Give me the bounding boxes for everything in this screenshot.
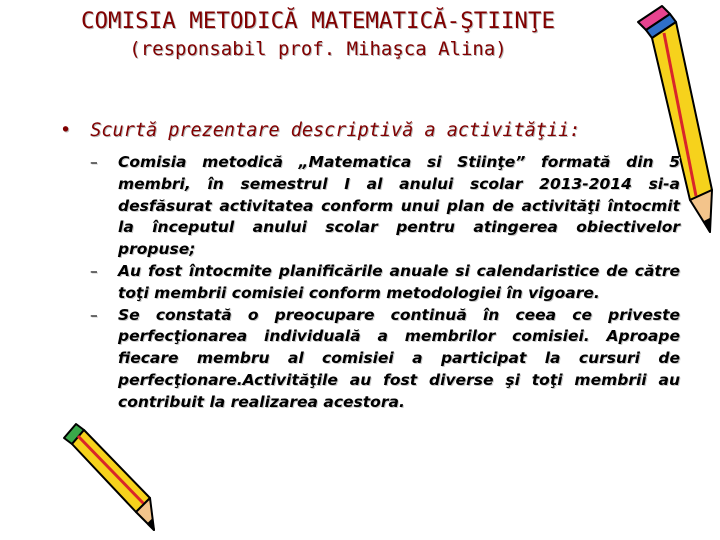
title-line-2: (responsabil prof. Mihaşca Alina) (129, 38, 507, 60)
bullet-text: Scurtă prezentare descriptivă a activităţii: (90, 120, 581, 141)
list-item-text: Au fost întocmite planificările anuale si calendaristice de către toţi membrii comisiei conform metodologiei în vigoare. (118, 261, 680, 302)
list-item-text: Comisia metodică „Matematica si Stiinţe” formată din 5 membri, în semestrul I al anului scolar 2013-2014 si-a desfăsurat activitatea conform unui plan de activităţi întocmit la începutul anului scolar pentru atingerea obiectivelor propuse; (118, 153, 680, 259)
dash-marker: – (90, 261, 98, 280)
sub-bullet-list (88, 152, 680, 414)
bullet-dot: • (60, 120, 72, 141)
slide-title (18, 8, 618, 63)
dash-marker: – (90, 153, 98, 171)
list-item-text: Se constată o preocupare continuă în ceea ce priveste perfecţionarea individuală a membrilor comisiei. Aproape fiecare membru al comisiei a participat la cursuri de perfecţionare.Activităţile au fost diverse şi toţi membrii au contribuit la realizarea acestora. (118, 305, 680, 411)
list-item (88, 261, 680, 305)
list-item (88, 152, 680, 261)
title-line-1: COMISIA METODICĂ MATEMATICĂ-ŞTIINŢE (80, 8, 556, 34)
pencil-bottom-left-icon (50, 418, 160, 540)
list-item (88, 305, 680, 414)
dash-marker: – (90, 305, 98, 324)
main-bullet (60, 120, 660, 141)
